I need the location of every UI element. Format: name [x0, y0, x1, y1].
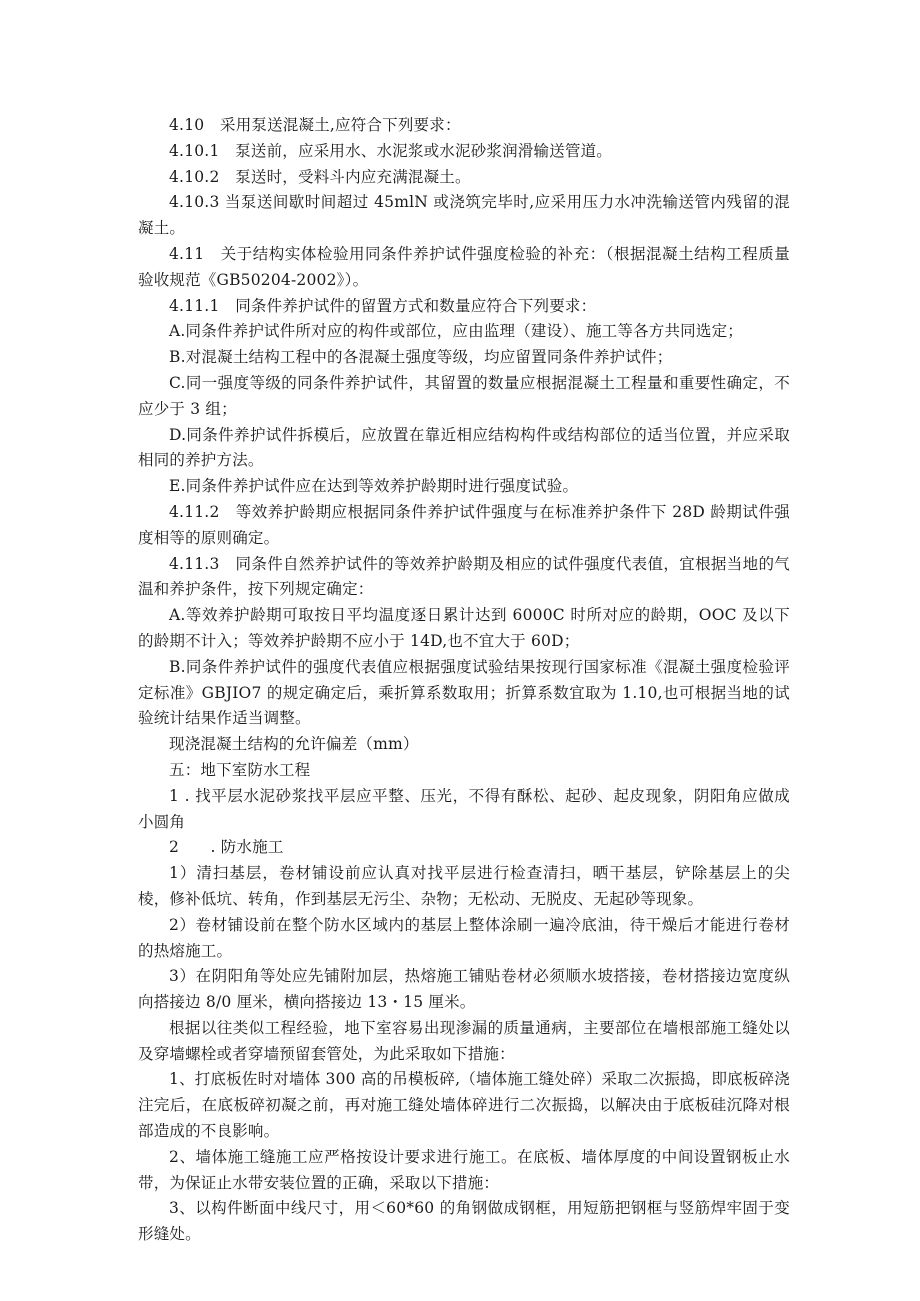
paragraph-4-10-3: 4.10.3 当泵送间歇时间超过 45mlN 或浇筑完毕时,应采用压力水冲洗输送管内残留的混凝土。	[138, 193, 790, 238]
paragraph-measure-1: 1、打底板佐时对墙体 300 高的吊模板碎,（墙体施工缝处碎）采取二次振捣，即底板碎浇注完后，在底板碎初凝之前，再对施工缝处墙体碎进行二次振捣，以解决由于底板硅沉降对根部造成的不良影响。	[138, 1070, 790, 1141]
paragraph-step-1: 1）清扫基层，卷材铺设前应认真对找平层进行检查清扫，晒干基层，铲除基层上的尖棱，修补低坑、转角，作到基层无污尘、杂物；无松动、无脱皮、无起砂等现象。	[138, 864, 790, 908]
paragraph-4-11-1-d: D.同条件养护试件拆模后，应放置在靠近相应结构构件或结构部位的适当位置，并应采取相同的养护方法。	[138, 425, 790, 470]
paragraph-4-11-3-b: B.同条件养护试件的强度代表值应根据强度试验结果按现行国家标准《混凝土强度检验评定标准》GBJIO7 的规定确定后，乘折算系数取用；折算系数宜取为 1.10,也可根据当地的试验统计结果作适当调整。	[138, 657, 790, 728]
paragraph-4-11-1-b: B.对混凝土结构工程中的各混凝土强度等级，均应留置同条件养护试件；	[169, 348, 673, 367]
paragraph-waterproof-heading: 2 . 防水施工	[169, 838, 284, 857]
paragraph-4-10-2: 4.10.2 泵送时，受料斗内应充满混凝土。	[169, 167, 471, 186]
paragraph-step-2: 2）卷材铺设前在整个防水区域内的基层上整体涂刷一遍冷底油，待干燥后才能进行卷材的热熔施工。	[138, 915, 790, 960]
paragraph-4-10: 4.10 采用泵送混凝土,应符合下列要求：	[169, 116, 461, 134]
paragraph-leveling: 1 . 找平层水泥砂浆找平层应平整、压光，不得有酥松、起砂、起皮现象，阴阳角应做成小圆角	[138, 786, 790, 831]
paragraph-experience: 根据以往类似工程经验，地下室容易出现渗漏的质量通病，主要部位在墙根部施工缝处以及穿墙螺栓或者穿墙预留套管处，为此采取如下措施：	[138, 1018, 790, 1063]
section-heading-deviation: 现浇混凝土结构的允许偏差（mm）	[169, 735, 419, 754]
paragraph-4-11-1: 4.11.1 同条件养护试件的留置方式和数量应符合下列要求：	[169, 296, 597, 315]
paragraph-4-10-1: 4.10.1 泵送前，应采用水、水泥浆或水泥砂浆润滑输送管道。	[169, 141, 613, 160]
paragraph-4-11-2: 4.11.2 等效养护龄期应根据同条件养护试件强度与在标准养护条件下 28D 龄期试件强度相等的原则确定。	[138, 502, 790, 547]
paragraph-4-11-1-a: A.同条件养护试件所对应的构件或部位，应由监理（建设）、施工等各方共同选定；	[169, 322, 743, 341]
section-heading-basement: 五：地下室防水工程	[169, 760, 311, 779]
paragraph-4-11-3-a: A.等效养护龄期可取按日平均温度逐日累计达到 6000C 时所对应的龄期，OOC 及以下的龄期不计入；等效养护龄期不应小于 14D,也不宜大于 60D；	[138, 606, 790, 650]
paragraph-4-11-1-c: C.同一强度等级的同条件养护试件，其留置的数量应根据混凝土工程量和重要性确定，不应少于 3 组；	[138, 373, 790, 418]
paragraph-measure-3: 3、以构件断面中线尺寸，用＜60*60 的角钢做成钢框，用短筋把钢框与竖筋焊牢固于变形缝处。	[138, 1199, 790, 1244]
paragraph-4-11-3: 4.11.3 同条件自然养护试件的等效养护龄期及相应的试件强度代表值，宜根据当地的气温和养护条件，按下列规定确定：	[138, 554, 790, 599]
paragraph-measure-2: 2、墙体施工缝施工应严格按设计要求进行施工。在底板、墙体厚度的中间设置钢板止水带，为保证止水带安装位置的正确，采取以下措施：	[138, 1147, 790, 1192]
paragraph-4-11: 4.11 关于结构实体检验用同条件养护试件强度检验的补充：（根据混凝土结构工程质量验收规范《GB50204-2002》）。	[138, 244, 790, 289]
paragraph-4-11-1-e: E.同条件养护试件应在达到等效养护龄期时进行强度试验。	[169, 477, 579, 496]
paragraph-step-3: 3）在阴阳角等处应先铺附加层，热熔施工铺贴卷材必须顺水坡搭接，卷材搭接边宽度纵向搭接边 8/0 厘米，横向搭接边 13・15 厘米。	[138, 967, 790, 1012]
document-body	[138, 113, 790, 1248]
